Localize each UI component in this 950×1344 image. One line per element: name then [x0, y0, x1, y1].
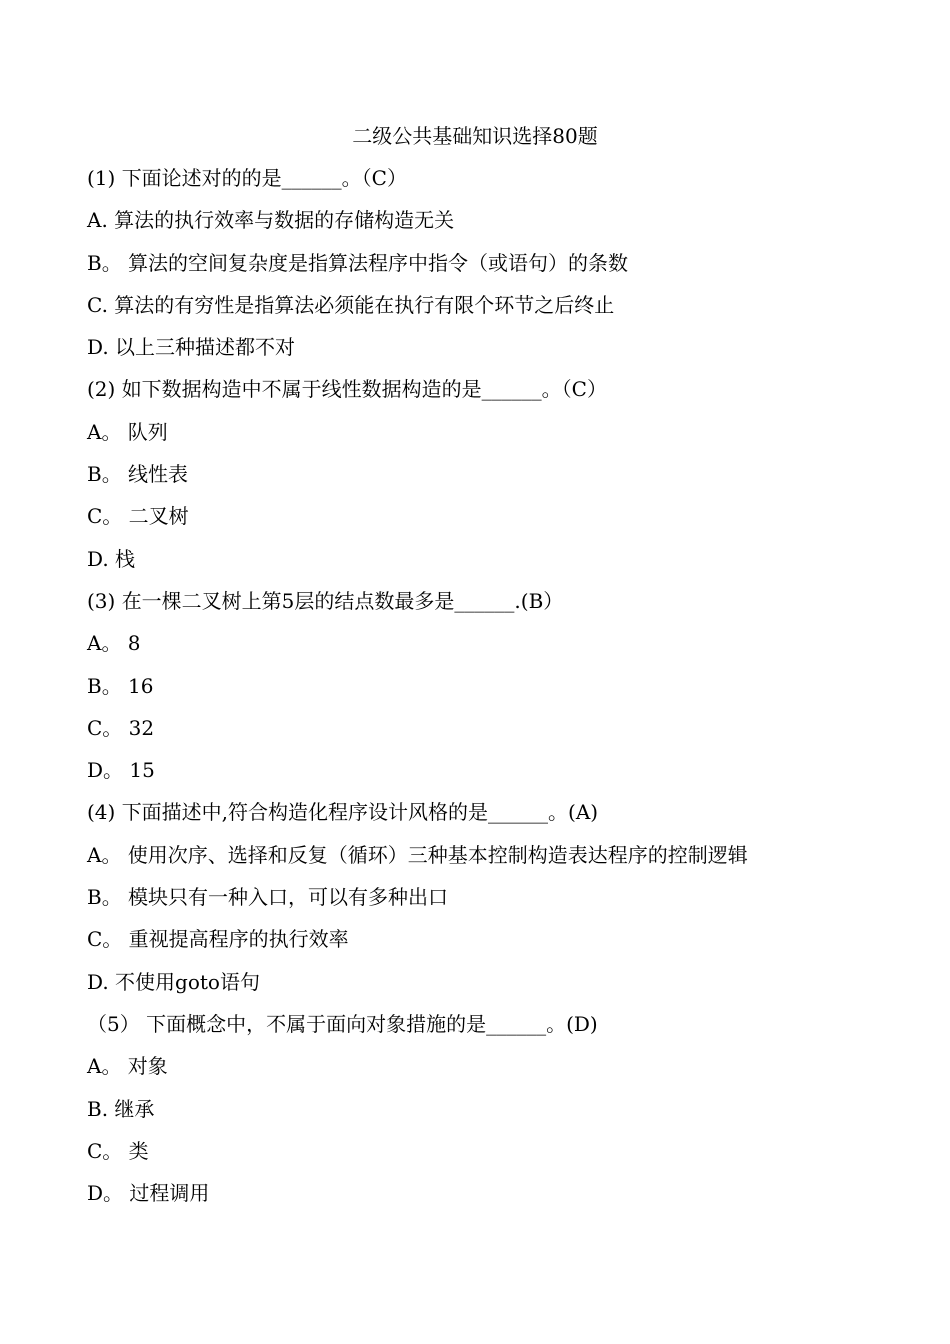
question-3-stem: (3) 在一棵二叉树上第5层的结点数最多是______.(B） [87, 588, 564, 613]
question-3-option-b: B。 16 [87, 673, 154, 698]
question-1-option-b: B。 算法的空间复杂度是指算法程序中指令（或语句）的条数 [87, 250, 629, 275]
question-1-stem: (1) 下面论述对的的是______。（C） [87, 166, 407, 190]
question-5-option-b: B. 继承 [87, 1096, 155, 1121]
question-5-stem: （5） 下面概念中，不属于面向对象措施的是______。(D) [87, 1011, 598, 1036]
question-4-option-d: D. 不使用goto语句 [87, 969, 260, 994]
question-3-option-c: C。 32 [87, 715, 155, 740]
question-5-option-a: A。 对象 [87, 1054, 168, 1079]
question-3-option-d: D。 15 [87, 758, 155, 783]
question-4-stem: (4) 下面描述中,符合构造化程序设计风格的是______。(A) [87, 800, 599, 825]
question-2-option-c: C。 二叉树 [87, 504, 189, 529]
document-title: 二级公共基础知识选择80题 [352, 124, 598, 148]
question-4-option-c: C。 重视提高程序的执行效率 [87, 927, 349, 952]
question-1-option-a: A. 算法的执行效率与数据的存储构造无关 [87, 208, 455, 233]
question-2-option-d: D. 栈 [87, 546, 136, 571]
question-2-option-b: B。 线性表 [87, 462, 189, 487]
question-2-option-a: A。 队列 [87, 419, 168, 444]
question-5-option-c: C。 类 [87, 1138, 149, 1163]
question-2-stem: (2) 如下数据构造中不属于线性数据构造的是______。（C） [87, 377, 607, 402]
question-4-option-a: A。 使用次序、选择和反复（循环）三种基本控制构造表达程序的控制逻辑 [87, 842, 748, 867]
question-1-option-c: C. 算法的有穷性是指算法必须能在执行有限个环节之后终止 [87, 292, 615, 317]
question-3-option-a: A。 8 [87, 631, 141, 656]
question-list [87, 162, 910, 1219]
question-1-option-d: D. 以上三种描述都不对 [87, 335, 296, 360]
question-5-option-d: D。 过程调用 [87, 1181, 210, 1206]
question-4-option-b: B。 模块只有一种入口，可以有多种出口 [87, 885, 449, 910]
